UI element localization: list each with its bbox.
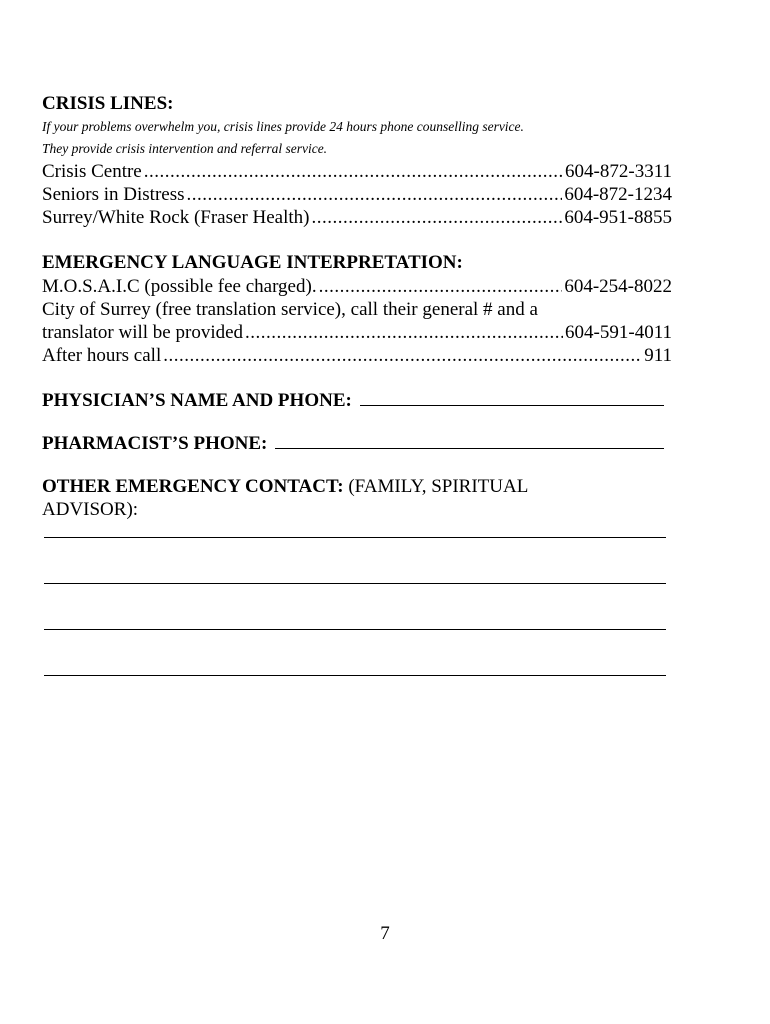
page-content [42,92,672,676]
pharmacist-field [42,432,664,455]
interpretation-heading: EMERGENCY LANGUAGE INTERPRETATION: [42,252,463,273]
page-number: 7 [380,923,390,944]
seniors-in-distress-entry [42,183,672,206]
pharmacist-blank-line [275,432,664,449]
after-hours-entry [42,344,672,367]
crisis-intro-line-1: If your problems overwhelm you, crisis lines provide 24 hours phone counselling service. [42,119,524,134]
phone-number: 604-872-3311 [565,161,672,182]
physician-label: PHYSICIAN’S NAME AND PHONE: [42,390,352,411]
entry-label: Surrey/White Rock (Fraser Health) [42,207,310,228]
spacer [42,229,672,251]
interpretation-section [42,251,672,367]
physician-field [42,389,664,412]
other-contact-label-line-2: ADVISOR): [42,499,139,520]
dot-leader [187,183,563,206]
spacer [42,367,672,389]
dot-leader [163,344,642,367]
spacer [42,584,672,629]
dot-leader [319,275,563,298]
crisis-lines-heading: CRISIS LINES: [42,93,174,114]
dot-leader [312,206,563,229]
entry-label: After hours call [42,345,162,366]
spacer [42,455,672,475]
mosaic-entry [42,275,672,298]
fraser-health-entry [42,206,672,229]
spacer [42,538,672,583]
entry-label: Crisis Centre [42,161,142,182]
other-contact-label-bold: OTHER EMERGENCY CONTACT: [42,476,344,497]
phone-number: 604-951-8855 [564,207,672,228]
crisis-intro-line-2: They provide crisis intervention and referral service. [42,141,328,156]
crisis-lines-section [42,92,672,229]
dot-leader [245,321,563,344]
city-of-surrey-text: City of Surrey (free translation service), call their general # and a [42,299,538,320]
entry-label: M.O.S.A.I.C (possible fee charged). [42,276,317,297]
city-of-surrey-entry [42,321,672,344]
other-contact-label-rest: (FAMILY, SPIRITUAL [343,476,529,497]
crisis-centre-entry [42,160,672,183]
entry-label: translator will be provided [42,322,244,343]
spacer [42,630,672,675]
physician-blank-line [360,389,664,406]
contact-blank-line-4 [44,675,666,676]
dot-leader [144,160,563,183]
phone-number: 604-591-4011 [565,322,672,343]
phone-number: 911 [644,345,672,366]
spacer [42,521,672,537]
phone-number: 604-872-1234 [564,184,672,205]
spacer [42,412,672,432]
phone-number: 604-254-8022 [564,276,672,297]
other-contact-label [42,475,672,498]
entry-label: Seniors in Distress [42,184,185,205]
pharmacist-label: PHARMACIST’S PHONE: [42,433,268,454]
